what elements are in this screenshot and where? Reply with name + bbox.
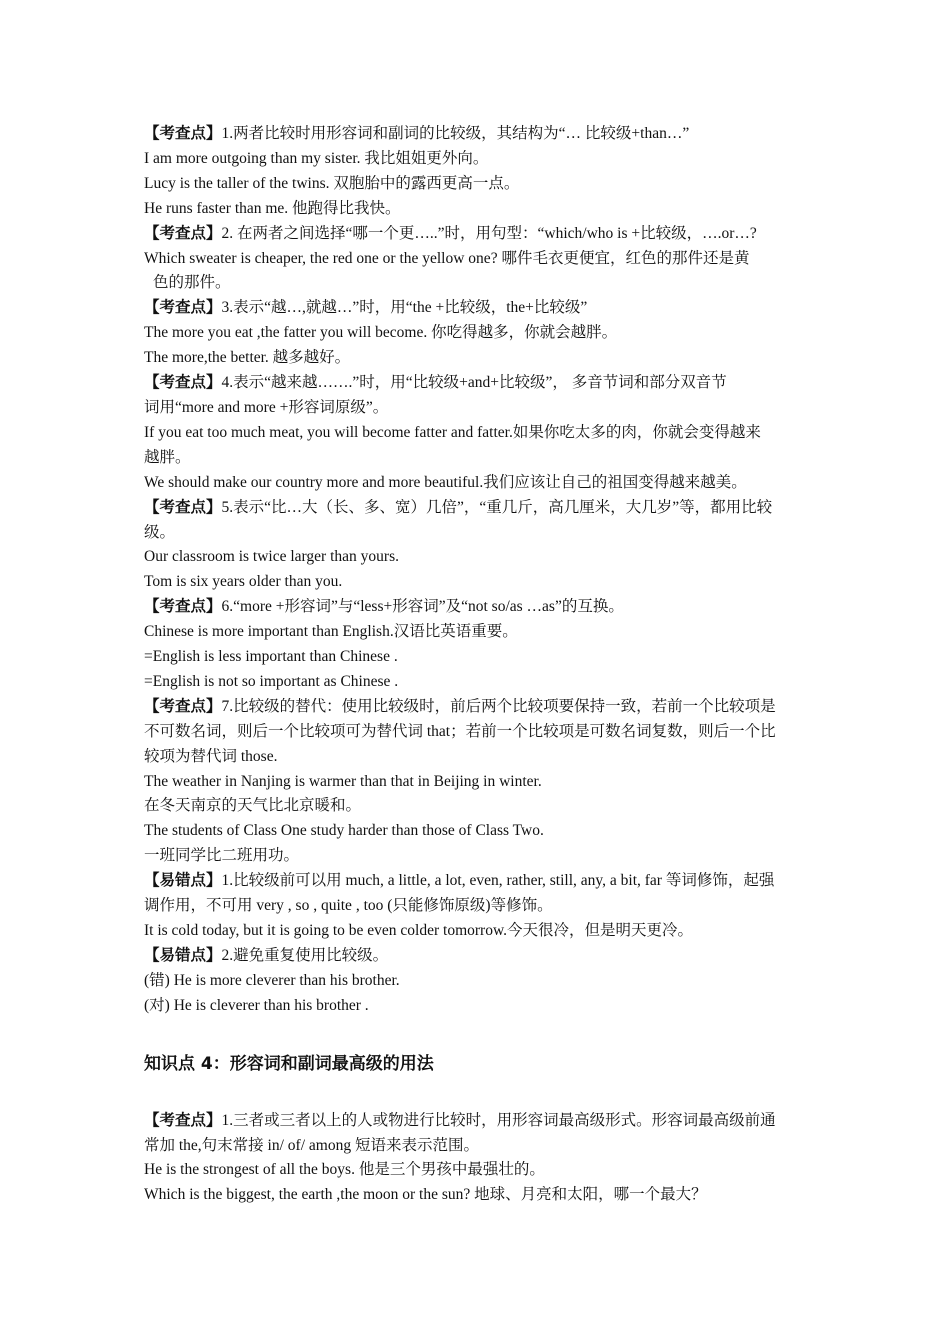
text-line — [144, 994, 810, 1019]
text-line — [144, 695, 810, 720]
line-text: 2. 在两者之间选择“哪一个更…..”时，用句型：“which/who is +比较级，….or…? — [221, 224, 757, 242]
text-line — [144, 894, 810, 919]
point-tag: 【考查点】 — [144, 299, 222, 317]
text-line — [144, 770, 810, 795]
text-line — [144, 919, 810, 944]
line-text: Our classroom is twice larger than yours. — [144, 548, 399, 566]
line-text: 1.比较级前可以用 much, a little, a lot, even, rather, still, any, a bit, far 等词修饰，起强 — [221, 872, 775, 890]
line-text: I am more outgoing than my sister. 我比姐姐更外向。 — [144, 149, 489, 167]
text-line — [144, 197, 810, 222]
line-text: It is cold today, but it is going to be even colder tomorrow.今天很冷，但是明天更冷。 — [144, 922, 694, 939]
line-text: (对) He is cleverer than his brother . — [144, 996, 369, 1014]
line-text: =English is less important than Chinese . — [144, 648, 398, 666]
text-line — [144, 421, 810, 446]
text-line — [144, 670, 810, 695]
section-superlative — [144, 1109, 810, 1209]
text-line — [144, 844, 810, 869]
text-line — [144, 819, 810, 844]
point-tag: 【易错点】 — [144, 946, 222, 964]
line-text: The more,the better. 越多越好。 — [144, 349, 351, 367]
text-line — [144, 321, 810, 346]
point-tag: 【考查点】 — [144, 1111, 222, 1129]
text-line — [144, 1134, 810, 1159]
line-text: He is the strongest of all the boys. 他是三个男孩中最强壮的。 — [144, 1161, 545, 1179]
text-line — [144, 570, 810, 595]
line-text: 3.表示“越…,就越…”时，用“the +比较级，the+比较级” — [221, 299, 588, 317]
point-tag: 【考查点】 — [144, 697, 222, 715]
text-line — [144, 794, 810, 819]
text-line — [144, 620, 810, 645]
line-text: 在冬天南京的天气比北京暖和。 — [144, 797, 362, 815]
line-text: Tom is six years older than you. — [144, 573, 343, 591]
line-text: The weather in Nanjing is warmer than that in Beijing in winter. — [144, 772, 542, 790]
line-text: He runs faster than me. 他跑得比我快。 — [144, 199, 401, 217]
text-line — [144, 1183, 810, 1208]
line-text: 词用“more and more +形容词原级”。 — [144, 398, 389, 416]
text-line — [144, 446, 810, 471]
line-text: 5.表示“比…大（长、多、宽）几倍”，“重几斤，高几厘米，大几岁”等，都用比较 — [221, 498, 773, 516]
line-text: 常加 the,句末常接 in/ of/ among 短语来表示范围。 — [144, 1136, 479, 1154]
section-heading-superlative: 知识点 4：形容词和副词最高级的用法 — [144, 1053, 434, 1074]
line-text: 越胖。 — [144, 448, 191, 466]
text-line — [144, 545, 810, 570]
point-tag: 【考查点】 — [144, 374, 222, 392]
text-line — [144, 969, 810, 994]
line-text: We should make our country more and more beautiful.我们应该让自己的祖国变得越来越美。 — [144, 473, 747, 491]
text-line — [144, 271, 810, 296]
text-line — [144, 147, 810, 172]
line-text: The students of Class One study harder than those of Class Two. — [144, 822, 544, 840]
line-text: 色的那件。 — [153, 274, 231, 292]
text-line — [144, 371, 810, 396]
point-tag: 【考查点】 — [144, 125, 222, 142]
line-text: 7.比较级的替代：使用比较级时，前后两个比较项要保持一致，若前一个比较项是 — [221, 697, 776, 715]
line-text: 1.三者或三者以上的人或物进行比较时，用形容词最高级形式。形容词最高级前通 — [221, 1111, 776, 1129]
line-text: 调作用，不可用 very , so , quite , too (只能修饰原级)等修饰。 — [144, 897, 553, 915]
text-line — [144, 745, 810, 770]
point-tag: 【易错点】 — [144, 872, 222, 890]
text-line — [144, 521, 810, 546]
text-line — [144, 471, 810, 496]
line-text: The more you eat ,the fatter you will become. 你吃得越多，你就会越胖。 — [144, 324, 618, 342]
point-tag: 【考查点】 — [144, 224, 222, 242]
line-text: 级。 — [144, 523, 176, 541]
line-text: 较项为替代词 those. — [144, 747, 278, 765]
text-line — [144, 1109, 810, 1134]
line-text: 一班同学比二班用功。 — [144, 847, 300, 865]
text-line — [144, 869, 810, 894]
line-text: Which is the biggest, the earth ,the moon or the sun? 地球、月亮和太阳，哪一个最大？ — [144, 1186, 707, 1204]
text-line — [144, 247, 810, 272]
line-text: 6.“more +形容词”与“less+形容词”及“not so/as …as”的互换。 — [221, 598, 624, 616]
line-text: If you eat too much meat, you will become fatter and fatter.如果你吃太多的肉，你就会变得越来 — [144, 423, 761, 441]
point-tag: 【考查点】 — [144, 598, 222, 616]
text-line — [144, 122, 810, 147]
section-comparative — [144, 122, 810, 1019]
document-page — [144, 122, 810, 1208]
line-text: 1.两者比较时用形容词和副词的比较级，其结构为“… 比较级+than…” — [221, 125, 690, 142]
line-text: 不可数名词，则后一个比较项可为替代词 that；若前一个比较项是可数名词复数，则后一个比 — [144, 722, 776, 740]
line-text: Chinese is more important than English.汉语比英语重要。 — [144, 623, 518, 641]
text-line — [144, 944, 810, 969]
line-text: =English is not so important as Chinese . — [144, 672, 399, 690]
text-line — [144, 595, 810, 620]
line-text: Which sweater is cheaper, the red one or the yellow one? 哪件毛衣更便宜，红色的那件还是黄 — [144, 249, 750, 267]
text-line — [144, 296, 810, 321]
line-text: 2.避免重复使用比较级。 — [221, 946, 389, 964]
text-line — [144, 396, 810, 421]
text-line — [144, 172, 810, 197]
text-line — [144, 1158, 810, 1183]
line-text: Lucy is the taller of the twins. 双胞胎中的露西更高一点。 — [144, 174, 520, 192]
line-text: 4.表示“越来越…….”时，用“比较级+and+比较级”， 多音节词和部分双音节 — [221, 374, 727, 392]
text-line — [144, 645, 810, 670]
text-line — [144, 346, 810, 371]
text-line — [144, 222, 810, 247]
line-text: (错) He is more cleverer than his brother. — [144, 971, 400, 989]
text-line — [144, 720, 810, 745]
point-tag: 【考查点】 — [144, 498, 222, 516]
text-line — [144, 496, 810, 521]
